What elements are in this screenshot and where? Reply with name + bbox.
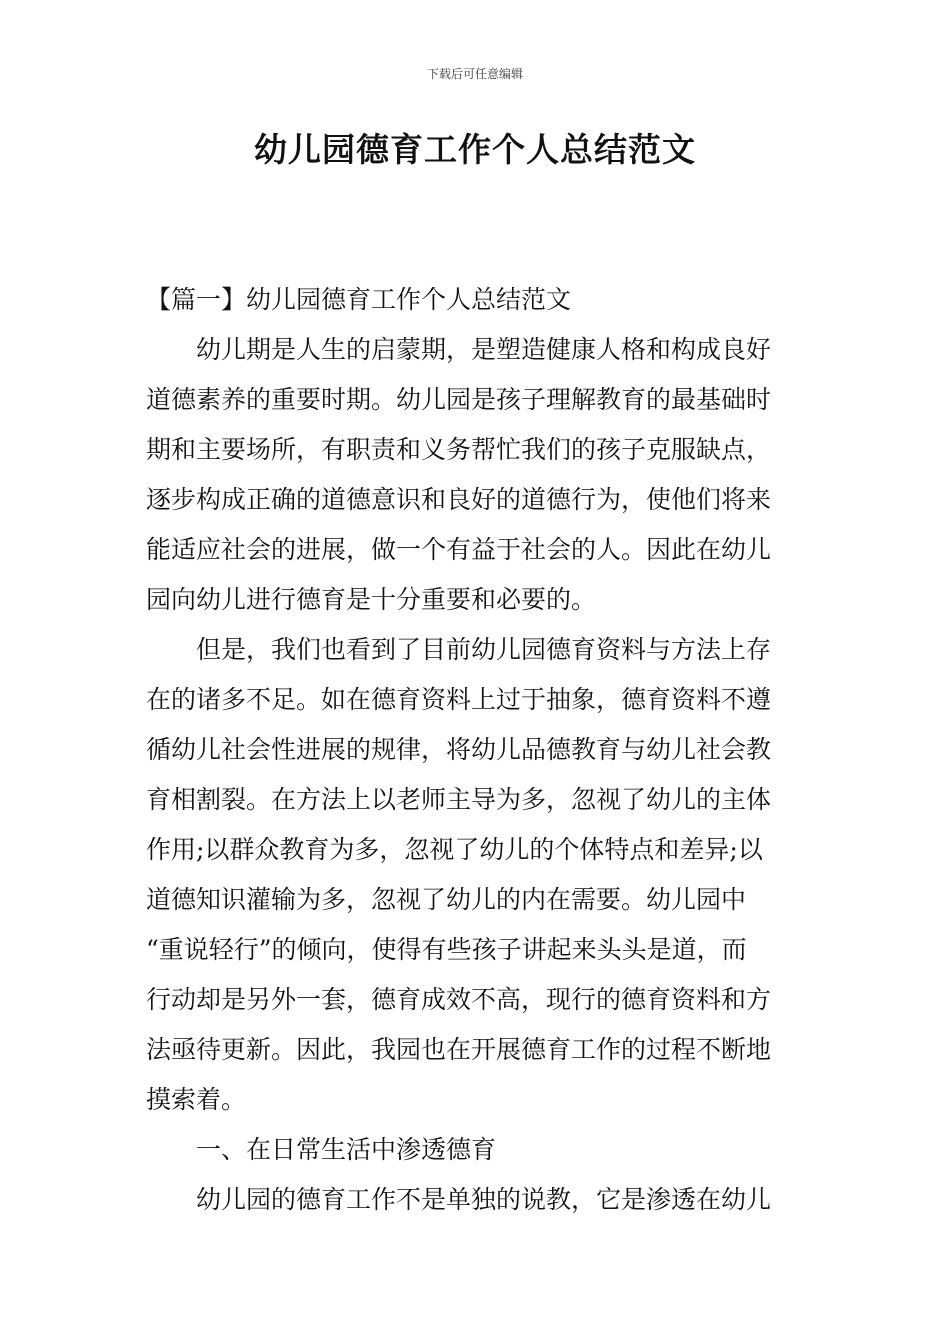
section-heading: 【篇一】幼儿园德育工作个人总结范文 <box>146 285 572 314</box>
body-line: 期和主要场所，有职责和义务帮忙我们的孩子克服缺点， <box>146 435 772 464</box>
body-line: 育相割裂。在方法上以老师主导为多，忽视了幼儿的主体 <box>146 785 772 814</box>
body-line: 法亟待更新。因此，我园也在开展德育工作的过程不断地 <box>146 1035 772 1064</box>
body-line: 一、在日常生活中渗透德育 <box>196 1135 497 1164</box>
body-line: 道德知识灌输为多，忽视了幼儿的内在需要。幼儿园中 <box>146 885 747 914</box>
body-line: 园向幼儿进行德育是十分重要和必要的。 <box>146 585 597 614</box>
body-line: 行动却是另外一套，德育成效不高，现行的德育资料和方 <box>146 985 772 1014</box>
body-line: 作用;以群众教育为多，忽视了幼儿的个体特点和差异;以 <box>146 835 763 864</box>
body-line: 幼儿期是人生的启蒙期，是塑造健康人格和构成良好 <box>196 335 772 364</box>
body-line: 摸索着。 <box>146 1085 247 1114</box>
header-note: 下载后可任意编辑 <box>426 67 523 81</box>
body-line: “重说轻行”的倾向，使得有些孩子讲起来头头是道，而 <box>146 935 747 964</box>
body-line: 逐步构成正确的道德意识和良好的道德行为，使他们将来 <box>146 485 772 514</box>
body-line: 幼儿园的德育工作不是单独的说教，它是渗透在幼儿 <box>196 1185 772 1214</box>
body-line: 道德素养的重要时期。幼儿园是孩子理解教育的最基础时 <box>146 385 772 414</box>
body-line: 循幼儿社会性进展的规律，将幼儿品德教育与幼儿社会教 <box>146 735 772 764</box>
document-body <box>146 275 806 1225</box>
body-line: 但是，我们也看到了目前幼儿园德育资料与方法上存 <box>196 635 772 664</box>
body-lines <box>146 325 806 1225</box>
body-line: 在的诸多不足。如在德育资料上过于抽象，德育资料不遵 <box>146 685 772 714</box>
document-title: 幼儿园德育工作个人总结范文 <box>254 130 696 169</box>
body-line: 能适应社会的进展，做一个有益于社会的人。因此在幼儿 <box>146 535 772 564</box>
